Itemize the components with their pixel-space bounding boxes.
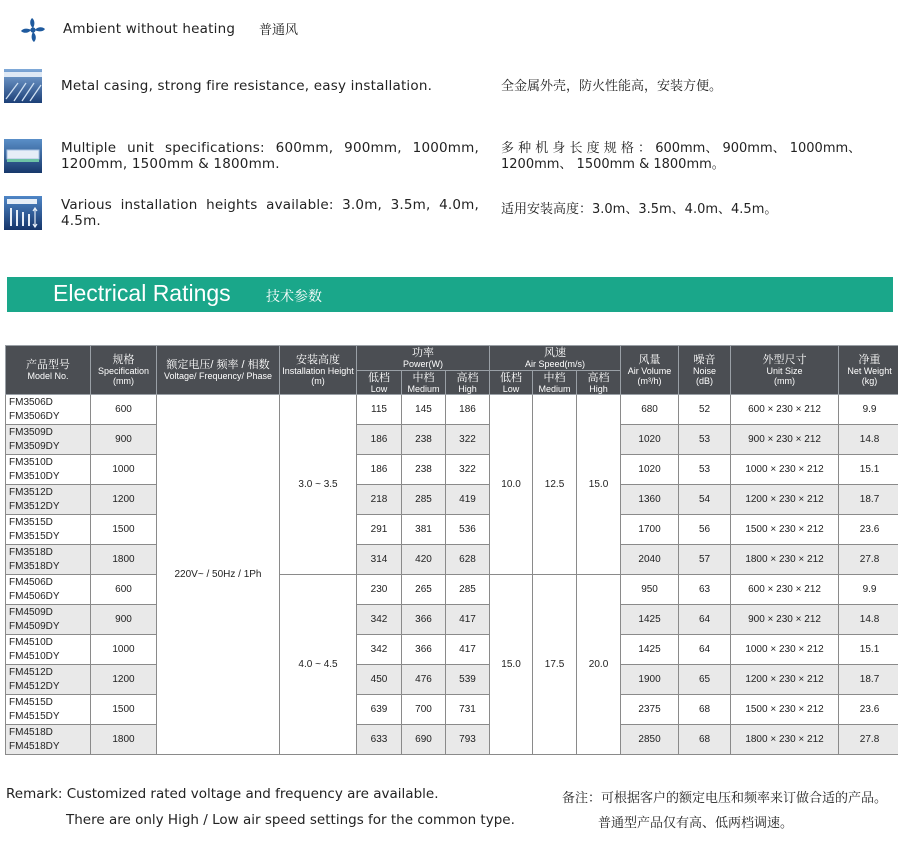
noise-cell: 52 xyxy=(679,395,731,425)
air-speed-cell: 20.0 xyxy=(577,575,621,755)
col-power-high: 高档 High xyxy=(446,371,490,395)
air-volume-cell: 1900 xyxy=(621,665,679,695)
model-cell xyxy=(6,395,91,425)
power-medium-cell: 145 xyxy=(402,395,446,425)
unit-size-cell: 1200 × 230 × 212 xyxy=(731,665,839,695)
col-height: 安装高度 Installation Height (m) xyxy=(280,346,357,395)
noise-cell: 54 xyxy=(679,485,731,515)
power-medium-cell: 700 xyxy=(402,695,446,725)
power-medium-cell: 238 xyxy=(402,455,446,485)
model-cell xyxy=(6,545,91,575)
model-number: FM4518D xyxy=(9,726,53,738)
power-high-cell: 539 xyxy=(446,665,490,695)
net-weight-cell: 15.1 xyxy=(839,455,898,485)
table-row xyxy=(6,695,898,725)
net-weight-cell: 15.1 xyxy=(839,635,898,665)
table-row xyxy=(6,455,898,485)
feature-ambient-cn: 普通风 xyxy=(259,23,299,38)
net-weight-cell: 18.7 xyxy=(839,665,898,695)
power-low-cell: 218 xyxy=(357,485,402,515)
air-speed-cell: 12.5 xyxy=(533,395,577,575)
casing-icon xyxy=(4,69,42,107)
remark-cn-2: 普通型产品仅有高、低两档调速。 xyxy=(598,816,794,831)
air-volume-cell: 950 xyxy=(621,575,679,605)
air-speed-cell: 17.5 xyxy=(533,575,577,755)
fan-icon xyxy=(20,17,46,47)
model-number: FM4510D xyxy=(9,636,53,648)
model-number-dy: FM4518DY xyxy=(9,740,60,752)
spec-cell: 1500 xyxy=(91,695,157,725)
model-number-dy: FM4512DY xyxy=(9,680,60,692)
voltage-cell: 220V~ / 50Hz / 1Ph xyxy=(157,395,280,755)
model-number-dy: FM3506DY xyxy=(9,410,60,422)
model-number: FM4515D xyxy=(9,696,53,708)
model-number-dy: FM4510DY xyxy=(9,650,60,662)
noise-cell: 65 xyxy=(679,665,731,695)
col-power: 功率 Power(W) xyxy=(357,346,490,371)
feature-casing-cn: 全金属外壳，防火性能高，安装方便。 xyxy=(501,79,723,94)
power-high-cell: 628 xyxy=(446,545,490,575)
remark-cn-1: 备注：可根据客户的额定电压和频率来订做合适的产品。 xyxy=(562,791,888,806)
power-high-cell: 186 xyxy=(446,395,490,425)
col-voltage: 额定电压/ 频率 / 相数 Voltage/ Frequency/ Phase xyxy=(157,346,280,395)
electrical-ratings-table xyxy=(5,345,898,755)
power-low-cell: 342 xyxy=(357,635,402,665)
power-low-cell: 314 xyxy=(357,545,402,575)
feature-ambient-en: Ambient without heating xyxy=(63,21,236,37)
power-low-cell: 291 xyxy=(357,515,402,545)
air-volume-cell: 1020 xyxy=(621,455,679,485)
power-high-cell: 536 xyxy=(446,515,490,545)
spec-cell: 1500 xyxy=(91,515,157,545)
spec-cell: 1000 xyxy=(91,635,157,665)
model-cell xyxy=(6,725,91,755)
power-low-cell: 342 xyxy=(357,605,402,635)
air-speed-cell: 15.0 xyxy=(577,395,621,575)
table-row xyxy=(6,665,898,695)
model-number: FM3512D xyxy=(9,486,53,498)
col-speed: 风速 Air Speed(m/s) xyxy=(490,346,621,371)
table-row xyxy=(6,725,898,755)
model-number: FM4506D xyxy=(9,576,53,588)
table-row xyxy=(6,545,898,575)
power-low-cell: 450 xyxy=(357,665,402,695)
table-row xyxy=(6,515,898,545)
model-number: FM3518D xyxy=(9,546,53,558)
unit-size-cell: 900 × 230 × 212 xyxy=(731,425,839,455)
unit-size-cell: 1200 × 230 × 212 xyxy=(731,485,839,515)
spec-cell: 1200 xyxy=(91,485,157,515)
unit-size-cell: 900 × 230 × 212 xyxy=(731,605,839,635)
air-volume-cell: 2850 xyxy=(621,725,679,755)
noise-cell: 53 xyxy=(679,455,731,485)
spec-cell: 900 xyxy=(91,425,157,455)
model-cell xyxy=(6,665,91,695)
noise-cell: 68 xyxy=(679,695,731,725)
spec-cell: 600 xyxy=(91,575,157,605)
model-number-dy: FM4509DY xyxy=(9,620,60,632)
model-cell xyxy=(6,455,91,485)
net-weight-cell: 14.8 xyxy=(839,605,898,635)
col-speed-medium: 中档 Medium xyxy=(533,371,577,395)
power-medium-cell: 265 xyxy=(402,575,446,605)
model-number-dy: FM3512DY xyxy=(9,500,60,512)
col-power-medium: 中档 Medium xyxy=(402,371,446,395)
col-size: 外型尺寸 Unit Size (mm) xyxy=(731,346,839,395)
spec-cell: 1800 xyxy=(91,725,157,755)
table-row xyxy=(6,425,898,455)
model-number-dy: FM3510DY xyxy=(9,470,60,482)
table-row xyxy=(6,395,898,425)
col-speed-low: 低档 Low xyxy=(490,371,533,395)
model-number-dy: FM4506DY xyxy=(9,590,60,602)
model-number: FM4512D xyxy=(9,666,53,678)
air-speed-cell: 15.0 xyxy=(490,575,533,755)
remark-en-2: There are only High / Low air speed settings for the common type. xyxy=(66,812,515,828)
model-number-dy: FM3509DY xyxy=(9,440,60,452)
noise-cell: 64 xyxy=(679,605,731,635)
noise-cell: 56 xyxy=(679,515,731,545)
power-medium-cell: 420 xyxy=(402,545,446,575)
power-high-cell: 417 xyxy=(446,635,490,665)
model-number: FM3510D xyxy=(9,456,53,468)
air-volume-cell: 1425 xyxy=(621,635,679,665)
net-weight-cell: 23.6 xyxy=(839,515,898,545)
power-high-cell: 793 xyxy=(446,725,490,755)
model-cell xyxy=(6,485,91,515)
air-volume-cell: 1425 xyxy=(621,605,679,635)
net-weight-cell: 27.8 xyxy=(839,545,898,575)
unit-size-cell: 600 × 230 × 212 xyxy=(731,575,839,605)
model-cell xyxy=(6,515,91,545)
model-number: FM3506D xyxy=(9,396,53,408)
power-low-cell: 186 xyxy=(357,425,402,455)
net-weight-cell: 23.6 xyxy=(839,695,898,725)
col-model: 产品型号 Model No. xyxy=(6,346,91,395)
model-cell xyxy=(6,695,91,725)
net-weight-cell: 14.8 xyxy=(839,425,898,455)
unit-size-cell: 600 × 230 × 212 xyxy=(731,395,839,425)
height-cell: 4.0 ~ 4.5 xyxy=(280,575,357,755)
power-high-cell: 417 xyxy=(446,605,490,635)
col-volume: 风量 Air Volume (m³/h) xyxy=(621,346,679,395)
spec-cell: 1200 xyxy=(91,665,157,695)
model-cell xyxy=(6,575,91,605)
power-high-cell: 285 xyxy=(446,575,490,605)
noise-cell: 64 xyxy=(679,635,731,665)
power-high-cell: 322 xyxy=(446,425,490,455)
height-cell: 3.0 ~ 3.5 xyxy=(280,395,357,575)
air-speed-cell: 10.0 xyxy=(490,395,533,575)
power-low-cell: 186 xyxy=(357,455,402,485)
noise-cell: 57 xyxy=(679,545,731,575)
power-low-cell: 230 xyxy=(357,575,402,605)
model-number: FM4509D xyxy=(9,606,53,618)
col-spec: 规格 Specification (mm) xyxy=(91,346,157,395)
noise-cell: 68 xyxy=(679,725,731,755)
net-weight-cell: 9.9 xyxy=(839,395,898,425)
model-number: FM3509D xyxy=(9,426,53,438)
model-cell xyxy=(6,605,91,635)
feature-specs-en: Multiple unit specifications: 600mm, 900mm, 1000mm, 1200mm, 1500mm & 1800mm. xyxy=(61,140,479,172)
power-high-cell: 322 xyxy=(446,455,490,485)
unit-size-cell: 1800 × 230 × 212 xyxy=(731,545,839,575)
unit-size-cell: 1800 × 230 × 212 xyxy=(731,725,839,755)
net-weight-cell: 9.9 xyxy=(839,575,898,605)
model-number: FM3515D xyxy=(9,516,53,528)
power-medium-cell: 238 xyxy=(402,425,446,455)
spec-cell: 900 xyxy=(91,605,157,635)
col-speed-high: 高档 High xyxy=(577,371,621,395)
feature-specs-cn: 多 种 机 身 长 度 规 格 ： 600mm、 900mm、 1000mm、 1200mm、 1500mm & 1800mm。 xyxy=(501,141,862,172)
power-low-cell: 633 xyxy=(357,725,402,755)
model-number-dy: FM3518DY xyxy=(9,560,60,572)
feature-casing-en: Metal casing, strong fire resistance, easy installation. xyxy=(61,78,433,94)
power-medium-cell: 285 xyxy=(402,485,446,515)
spec-cell: 1000 xyxy=(91,455,157,485)
spec-cell: 1800 xyxy=(91,545,157,575)
power-low-cell: 639 xyxy=(357,695,402,725)
power-high-cell: 419 xyxy=(446,485,490,515)
table-row xyxy=(6,485,898,515)
model-number-dy: FM4515DY xyxy=(9,710,60,722)
noise-cell: 63 xyxy=(679,575,731,605)
unit-size-cell: 1500 × 230 × 212 xyxy=(731,515,839,545)
unit-spec-icon xyxy=(4,139,42,177)
power-high-cell: 731 xyxy=(446,695,490,725)
feature-heights-cn: 适用安装高度：3.0m、3.5m、4.0m、4.5m。 xyxy=(501,202,778,217)
air-volume-cell: 1020 xyxy=(621,425,679,455)
feature-heights-en: Various installation heights available: 3.0m, 3.5m, 4.0m, 4.5m. xyxy=(61,197,479,229)
air-volume-cell: 2375 xyxy=(621,695,679,725)
section-title-en: Electrical Ratings xyxy=(53,280,231,306)
unit-size-cell: 1500 × 230 × 212 xyxy=(731,695,839,725)
table-row xyxy=(6,605,898,635)
table-body xyxy=(6,395,898,755)
section-title-cn: 技术参数 xyxy=(266,289,322,305)
col-noise: 噪音 Noise (dB) xyxy=(679,346,731,395)
power-medium-cell: 476 xyxy=(402,665,446,695)
air-volume-cell: 1700 xyxy=(621,515,679,545)
power-medium-cell: 690 xyxy=(402,725,446,755)
net-weight-cell: 18.7 xyxy=(839,485,898,515)
height-icon xyxy=(4,196,42,234)
model-cell xyxy=(6,635,91,665)
air-volume-cell: 1360 xyxy=(621,485,679,515)
col-power-low: 低档 Low xyxy=(357,371,402,395)
unit-size-cell: 1000 × 230 × 212 xyxy=(731,635,839,665)
air-volume-cell: 2040 xyxy=(621,545,679,575)
table-row xyxy=(6,635,898,665)
model-number-dy: FM3515DY xyxy=(9,530,60,542)
col-weight: 净重 Net Weight (kg) xyxy=(839,346,898,395)
power-medium-cell: 366 xyxy=(402,605,446,635)
air-volume-cell: 680 xyxy=(621,395,679,425)
power-medium-cell: 381 xyxy=(402,515,446,545)
spec-cell: 600 xyxy=(91,395,157,425)
net-weight-cell: 27.8 xyxy=(839,725,898,755)
model-cell xyxy=(6,425,91,455)
noise-cell: 53 xyxy=(679,425,731,455)
unit-size-cell: 1000 × 230 × 212 xyxy=(731,455,839,485)
power-low-cell: 115 xyxy=(357,395,402,425)
power-medium-cell: 366 xyxy=(402,635,446,665)
remark-en-1: Remark: Customized rated voltage and frequency are available. xyxy=(6,786,439,802)
section-banner xyxy=(7,277,893,312)
table-row xyxy=(6,575,898,605)
